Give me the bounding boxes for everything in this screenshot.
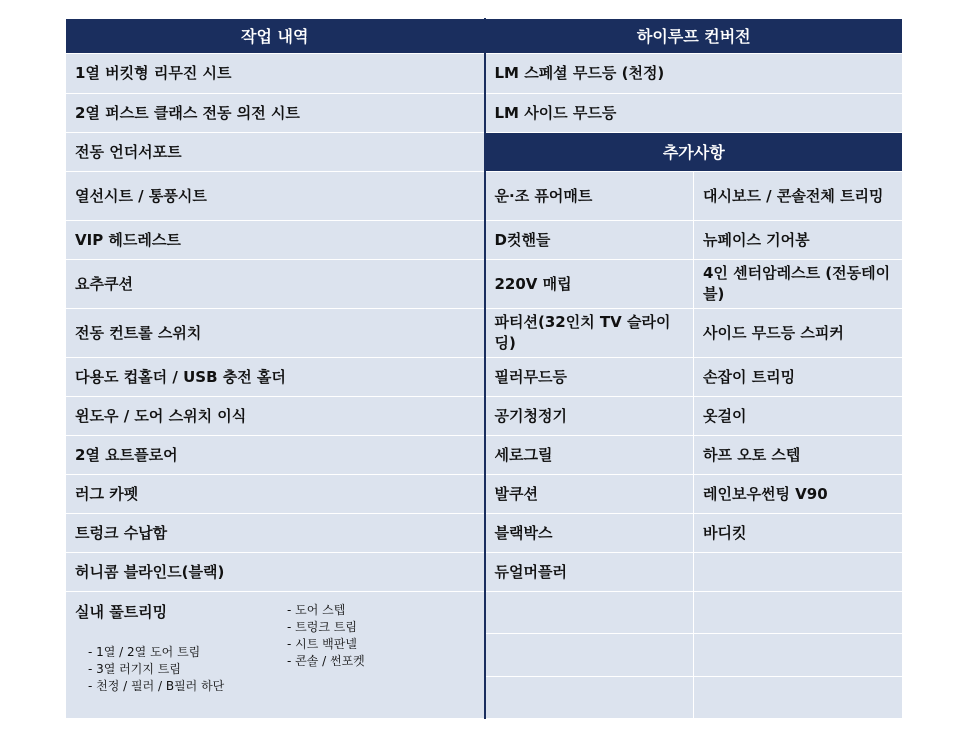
work-item: 실내 풀트리밍 (75, 603, 168, 621)
extra-item: 파티션(32인치 TV 슬라이딩) (485, 309, 694, 358)
extra-item: 220V 매립 (485, 260, 694, 309)
trim-sub-item: - 시트 백판넬 (287, 637, 357, 651)
extra-item: 공기청정기 (485, 397, 694, 436)
work-item: 다용도 컵홀더 / USB 충전 홀더 (66, 358, 485, 397)
work-item: 러그 카펫 (66, 475, 485, 514)
work-item: 전동 컨트롤 스위치 (66, 309, 485, 358)
extra-item: 4인 센터암레스트 (전동테이블) (694, 260, 903, 309)
work-item: 전동 언더서포트 (66, 133, 485, 172)
empty-cell (485, 592, 694, 634)
work-item: 2열 요트플로어 (66, 436, 485, 475)
hilux-header: 하이루프 컨버전 (485, 19, 903, 54)
work-item: VIP 헤드레스트 (66, 221, 485, 260)
extra-item: 대시보드 / 콘솔전체 트리밍 (694, 172, 903, 221)
work-item: 열선시트 / 통풍시트 (66, 172, 485, 221)
extra-item: 옷걸이 (694, 397, 903, 436)
trim-cell (66, 592, 485, 719)
trim-sub-item: - 천정 / 필러 / B필러 하단 (88, 679, 225, 693)
extra-item: 레인보우썬팅 V90 (694, 475, 903, 514)
extra-item: 뉴페이스 기어봉 (694, 221, 903, 260)
empty-cell (694, 676, 903, 718)
work-item: 윈도우 / 도어 스위치 이식 (66, 397, 485, 436)
extra-item: 손잡이 트리밍 (694, 358, 903, 397)
extra-item: 필러무드등 (485, 358, 694, 397)
trim-sub-item: - 3열 러기지 트림 (88, 662, 181, 676)
trim-sub-item: - 도어 스텝 (287, 603, 346, 617)
empty-cell (485, 634, 694, 676)
empty-cell (694, 634, 903, 676)
hilux-item: LM 스페셜 무드등 (천정) (485, 54, 903, 94)
spec-table (65, 18, 903, 719)
work-item: 요추쿠션 (66, 260, 485, 309)
extra-item: D컷핸들 (485, 221, 694, 260)
spec-table-container (65, 18, 902, 719)
extra-item: 듀얼머플러 (485, 553, 694, 592)
trim-sub-item: - 1열 / 2열 도어 트림 (88, 645, 201, 659)
empty-cell (694, 592, 903, 634)
work-item: 2열 퍼스트 클래스 전동 의전 시트 (66, 94, 485, 133)
work-item: 트렁크 수납함 (66, 514, 485, 553)
work-header: 작업 내역 (66, 19, 485, 54)
extra-item: 발쿠션 (485, 475, 694, 514)
extra-item: 하프 오토 스텝 (694, 436, 903, 475)
extra-item: 세로그릴 (485, 436, 694, 475)
extra-item: 바디킷 (694, 514, 903, 553)
extra-item (694, 553, 903, 592)
extra-item: 블랙박스 (485, 514, 694, 553)
empty-cell (485, 676, 694, 718)
trim-sub-item: - 콘솔 / 썬포켓 (287, 654, 365, 668)
extra-item: 사이드 무드등 스피커 (694, 309, 903, 358)
work-item: 1열 버킷형 리무진 시트 (66, 54, 485, 94)
trim-sublist-right (287, 602, 365, 670)
extra-header: 추가사항 (485, 133, 903, 172)
work-item: 허니콤 블라인드(블랙) (66, 553, 485, 592)
trim-sublist-left (88, 644, 224, 695)
extra-item: 운·조 퓨어매트 (485, 172, 694, 221)
trim-sub-item: - 트렁크 트림 (287, 620, 357, 634)
hilux-item: LM 사이드 무드등 (485, 94, 903, 133)
